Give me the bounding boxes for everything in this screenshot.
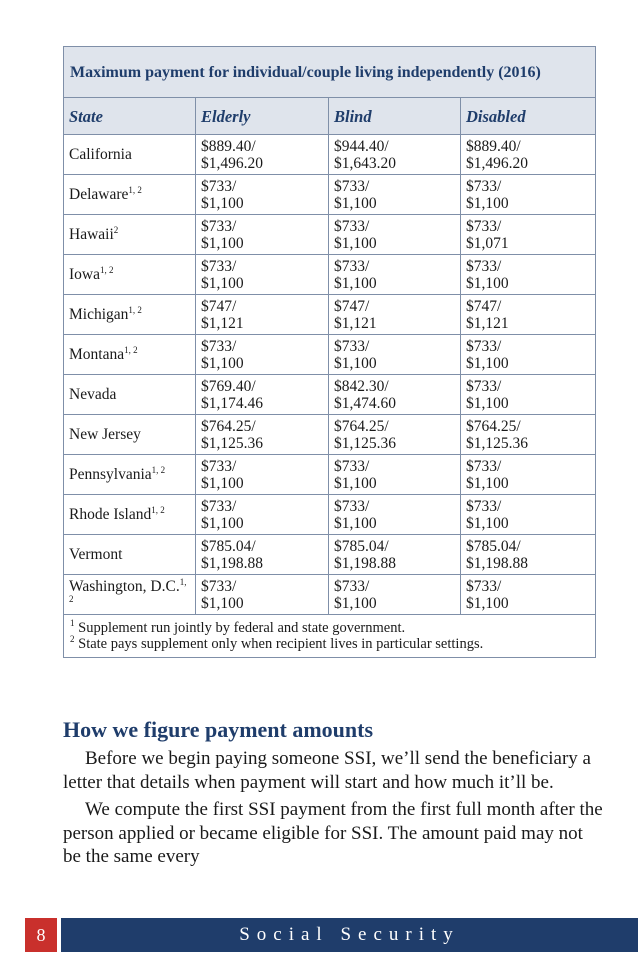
elderly-payment-cell: [196, 375, 329, 415]
state-name: Michigan: [69, 306, 129, 323]
state-name: Washington, D.C.: [69, 577, 180, 595]
table-row: [64, 135, 596, 175]
table-row: [64, 295, 596, 335]
disabled-payment-cell: [461, 535, 596, 575]
blind-payment-cell: [329, 215, 461, 255]
individual-amount: $733/: [334, 257, 370, 275]
footnote-reference: 1, 2: [128, 184, 142, 195]
couple-amount: $1,100: [334, 274, 377, 292]
state-name: Pennsylvania: [69, 466, 152, 483]
couple-amount: $1,100: [334, 594, 377, 612]
payment-table-container: [63, 46, 595, 658]
individual-amount: $764.25/: [466, 417, 521, 435]
table-row: [64, 455, 596, 495]
couple-amount: $1,100: [466, 394, 509, 412]
table-row: [64, 575, 596, 615]
disabled-payment-cell: [461, 375, 596, 415]
couple-amount: $1,198.88: [334, 554, 396, 572]
page-number: 8: [25, 918, 57, 952]
footnote-reference: 2: [113, 224, 119, 235]
state-cell: [64, 255, 196, 295]
disabled-payment-cell: [461, 455, 596, 495]
state-name: Nevada: [69, 386, 117, 403]
individual-amount: $733/: [334, 177, 370, 195]
disabled-payment-cell: [461, 175, 596, 215]
footnote-text: Supplement run jointly by federal and state government.: [78, 620, 406, 636]
disabled-payment-cell: [461, 495, 596, 535]
individual-amount: $944.40/: [334, 137, 389, 155]
disabled-payment-cell: [461, 335, 596, 375]
state-name: Montana: [69, 346, 125, 363]
state-cell: [64, 135, 196, 175]
state-name: California: [69, 146, 132, 163]
table-row: [64, 375, 596, 415]
table-row: [64, 335, 596, 375]
elderly-payment-cell: [196, 175, 329, 215]
blind-payment-cell: [329, 175, 461, 215]
state-cell: [64, 455, 196, 495]
footnote-mark: 2: [70, 634, 75, 645]
couple-amount: $1,496.20: [466, 154, 528, 172]
table-row: [64, 415, 596, 455]
footnote-reference: 1, 2: [128, 304, 142, 315]
individual-amount: $769.40/: [201, 377, 256, 395]
couple-amount: $1,100: [201, 274, 244, 292]
state-name: Rhode Island: [69, 506, 152, 523]
footnote-reference: 1, 2: [151, 504, 165, 515]
couple-amount: $1,125.36: [334, 434, 396, 452]
table-caption-row: [64, 47, 596, 98]
blind-payment-cell: [329, 295, 461, 335]
elderly-payment-cell: [196, 415, 329, 455]
couple-amount: $1,100: [466, 514, 509, 532]
footnote-text: State pays supplement only when recipient lives in particular settings.: [78, 636, 484, 652]
couple-amount: $1,100: [201, 234, 244, 252]
section-paragraph-1: Before we begin paying someone SSI, we’ll send the beneficiary a letter that details when payment will start and how much it’ll be.: [63, 748, 591, 793]
elderly-payment-cell: [196, 255, 329, 295]
individual-amount: $733/: [201, 257, 237, 275]
couple-amount: $1,174.46: [201, 394, 263, 412]
couple-amount: $1,100: [334, 474, 377, 492]
individual-amount: $747/: [334, 297, 370, 315]
couple-amount: $1,100: [201, 594, 244, 612]
publication-title: Social Security: [61, 918, 638, 952]
blind-payment-cell: [329, 535, 461, 575]
individual-amount: $842.30/: [334, 377, 389, 395]
individual-amount: $733/: [466, 337, 502, 355]
elderly-payment-cell: [196, 295, 329, 335]
elderly-payment-cell: [196, 575, 329, 615]
payment-table: [63, 46, 596, 658]
individual-amount: $733/: [201, 497, 237, 515]
couple-amount: $1,121: [334, 314, 377, 332]
couple-amount: $1,100: [334, 234, 377, 252]
couple-amount: $1,100: [201, 194, 244, 212]
individual-amount: $733/: [201, 217, 237, 235]
column-header: State: [64, 98, 196, 135]
state-cell: [64, 495, 196, 535]
individual-amount: $747/: [201, 297, 237, 315]
section-heading: How we figure payment amounts: [63, 717, 374, 742]
individual-amount: $733/: [201, 577, 237, 595]
couple-amount: $1,198.88: [201, 554, 263, 572]
couple-amount: $1,125.36: [466, 434, 528, 452]
state-cell: [64, 175, 196, 215]
couple-amount: $1,100: [334, 354, 377, 372]
table-row: [64, 215, 596, 255]
state-name: Vermont: [69, 546, 123, 563]
state-name: Iowa: [69, 266, 100, 283]
blind-payment-cell: [329, 415, 461, 455]
individual-amount: $733/: [334, 337, 370, 355]
state-cell: [64, 575, 196, 615]
elderly-payment-cell: [196, 135, 329, 175]
disabled-payment-cell: [461, 295, 596, 335]
table-header-row: [64, 98, 596, 135]
couple-amount: $1,100: [466, 274, 509, 292]
blind-payment-cell: [329, 575, 461, 615]
individual-amount: $733/: [466, 457, 502, 475]
couple-amount: $1,100: [201, 474, 244, 492]
individual-amount: $733/: [201, 177, 237, 195]
footnote: [70, 620, 589, 636]
couple-amount: $1,100: [466, 194, 509, 212]
table-footnotes: [64, 615, 596, 658]
elderly-payment-cell: [196, 495, 329, 535]
table-row: [64, 175, 596, 215]
couple-amount: $1,100: [201, 354, 244, 372]
couple-amount: $1,100: [466, 354, 509, 372]
state-cell: [64, 335, 196, 375]
blind-payment-cell: [329, 455, 461, 495]
footnote-reference: 1, 2: [151, 464, 166, 475]
individual-amount: $733/: [334, 577, 370, 595]
individual-amount: $733/: [466, 257, 502, 275]
individual-amount: $733/: [466, 377, 502, 395]
couple-amount: $1,100: [334, 194, 377, 212]
couple-amount: $1,100: [466, 594, 509, 612]
disabled-payment-cell: [461, 415, 596, 455]
individual-amount: $733/: [334, 217, 370, 235]
column-header: Disabled: [461, 98, 596, 135]
disabled-payment-cell: [461, 255, 596, 295]
individual-amount: $733/: [201, 337, 237, 355]
individual-amount: $785.04/: [466, 537, 521, 555]
disabled-payment-cell: [461, 215, 596, 255]
state-name: Delaware: [69, 186, 129, 203]
blind-payment-cell: [329, 135, 461, 175]
individual-amount: $733/: [334, 497, 370, 515]
column-header: Elderly: [196, 98, 329, 135]
state-cell: [64, 295, 196, 335]
couple-amount: $1,496.20: [201, 154, 263, 172]
table-footnotes-row: [64, 615, 596, 658]
column-header: Blind: [329, 98, 461, 135]
table-row: [64, 255, 596, 295]
couple-amount: $1,100: [334, 514, 377, 532]
individual-amount: $733/: [466, 217, 502, 235]
couple-amount: $1,474.60: [334, 394, 396, 412]
footnote-reference: 1, 2: [100, 264, 114, 275]
couple-amount: $1,071: [466, 234, 509, 252]
state-name: Hawaii: [69, 226, 114, 243]
individual-amount: $733/: [466, 497, 502, 515]
footnote-reference: 1, 2: [69, 576, 187, 604]
table-row: [64, 535, 596, 575]
page-footer: [0, 918, 638, 952]
individual-amount: $889.40/: [466, 137, 521, 155]
individual-amount: $733/: [201, 457, 237, 475]
individual-amount: $764.25/: [334, 417, 389, 435]
state-name: New Jersey: [69, 426, 141, 443]
footnote: [70, 636, 589, 652]
couple-amount: $1,643.20: [334, 154, 396, 172]
footnote-mark: 1: [70, 618, 75, 629]
table-row: [64, 495, 596, 535]
state-cell: [64, 215, 196, 255]
individual-amount: $764.25/: [201, 417, 256, 435]
state-cell: [64, 415, 196, 455]
blind-payment-cell: [329, 495, 461, 535]
disabled-payment-cell: [461, 575, 596, 615]
elderly-payment-cell: [196, 535, 329, 575]
blind-payment-cell: [329, 375, 461, 415]
state-cell: [64, 375, 196, 415]
couple-amount: $1,121: [201, 314, 244, 332]
individual-amount: $785.04/: [334, 537, 389, 555]
elderly-payment-cell: [196, 335, 329, 375]
blind-payment-cell: [329, 255, 461, 295]
individual-amount: $733/: [466, 577, 502, 595]
couple-amount: $1,121: [466, 314, 509, 332]
disabled-payment-cell: [461, 135, 596, 175]
individual-amount: $785.04/: [201, 537, 256, 555]
footnote-reference: 1, 2: [124, 344, 138, 355]
state-cell: [64, 535, 196, 575]
couple-amount: $1,100: [466, 474, 509, 492]
individual-amount: $733/: [466, 177, 502, 195]
couple-amount: $1,100: [201, 514, 244, 532]
couple-amount: $1,198.88: [466, 554, 528, 572]
individual-amount: $733/: [334, 457, 370, 475]
payment-amounts-section: [63, 717, 603, 873]
individual-amount: $889.40/: [201, 137, 256, 155]
elderly-payment-cell: [196, 215, 329, 255]
individual-amount: $747/: [466, 297, 502, 315]
elderly-payment-cell: [196, 455, 329, 495]
section-paragraph-2: We compute the first SSI payment from the first full month after the person applied or became eligible for SSI. The amount paid may not be the same every: [63, 799, 603, 867]
blind-payment-cell: [329, 335, 461, 375]
table-caption: Maximum payment for individual/couple living independently (2016): [64, 47, 596, 98]
couple-amount: $1,125.36: [201, 434, 263, 452]
